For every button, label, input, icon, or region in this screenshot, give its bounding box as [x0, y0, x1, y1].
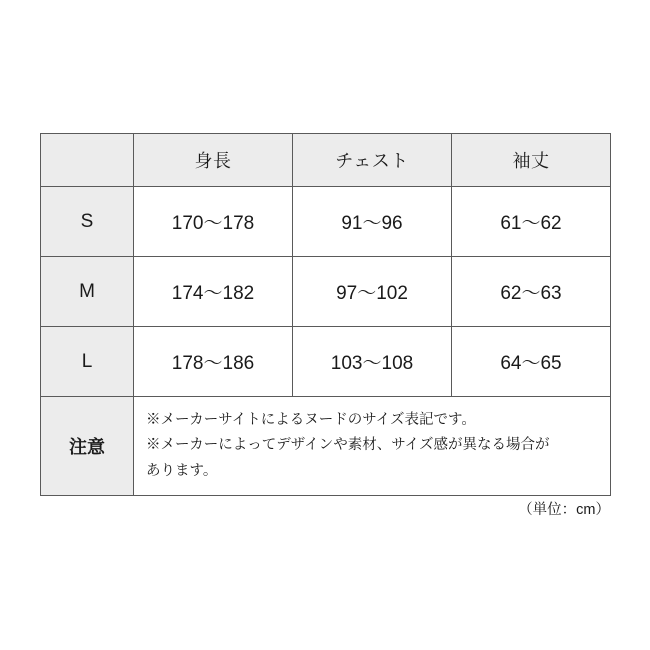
table-row	[41, 257, 611, 327]
row-height-value: 170〜178	[134, 187, 293, 257]
note-label: 注意	[41, 397, 134, 496]
header-cell-sleeve: 袖丈	[452, 134, 611, 187]
table-row	[41, 187, 611, 257]
row-height-value: 174〜182	[134, 257, 293, 327]
row-sleeve-value: 64〜65	[452, 327, 611, 397]
header-cell-blank	[41, 134, 134, 187]
row-chest-value: 91〜96	[293, 187, 452, 257]
note-line: ※メーカーによってデザインや素材、サイズ感が異なる場合が	[146, 437, 550, 454]
size-table	[40, 133, 611, 496]
note-line: ※メーカーサイトによるヌードのサイズ表記です。	[146, 411, 476, 428]
table-row	[41, 327, 611, 397]
row-sleeve-value: 62〜63	[452, 257, 611, 327]
header-cell-chest: チェスト	[293, 134, 452, 187]
row-chest-value: 103〜108	[293, 327, 452, 397]
table-header-row	[41, 134, 611, 187]
row-sleeve-value: 61〜62	[452, 187, 611, 257]
row-size-label: L	[41, 327, 134, 397]
row-height-value: 178〜186	[134, 327, 293, 397]
table-note-row	[41, 397, 611, 496]
row-size-label: M	[41, 257, 134, 327]
header-cell-height: 身長	[134, 134, 293, 187]
row-size-label: S	[41, 187, 134, 257]
unit-note: （単位：cm）	[518, 502, 610, 518]
row-chest-value: 97〜102	[293, 257, 452, 327]
note-body	[134, 397, 611, 496]
size-table-container	[40, 133, 610, 496]
note-line: あります。	[146, 462, 218, 479]
